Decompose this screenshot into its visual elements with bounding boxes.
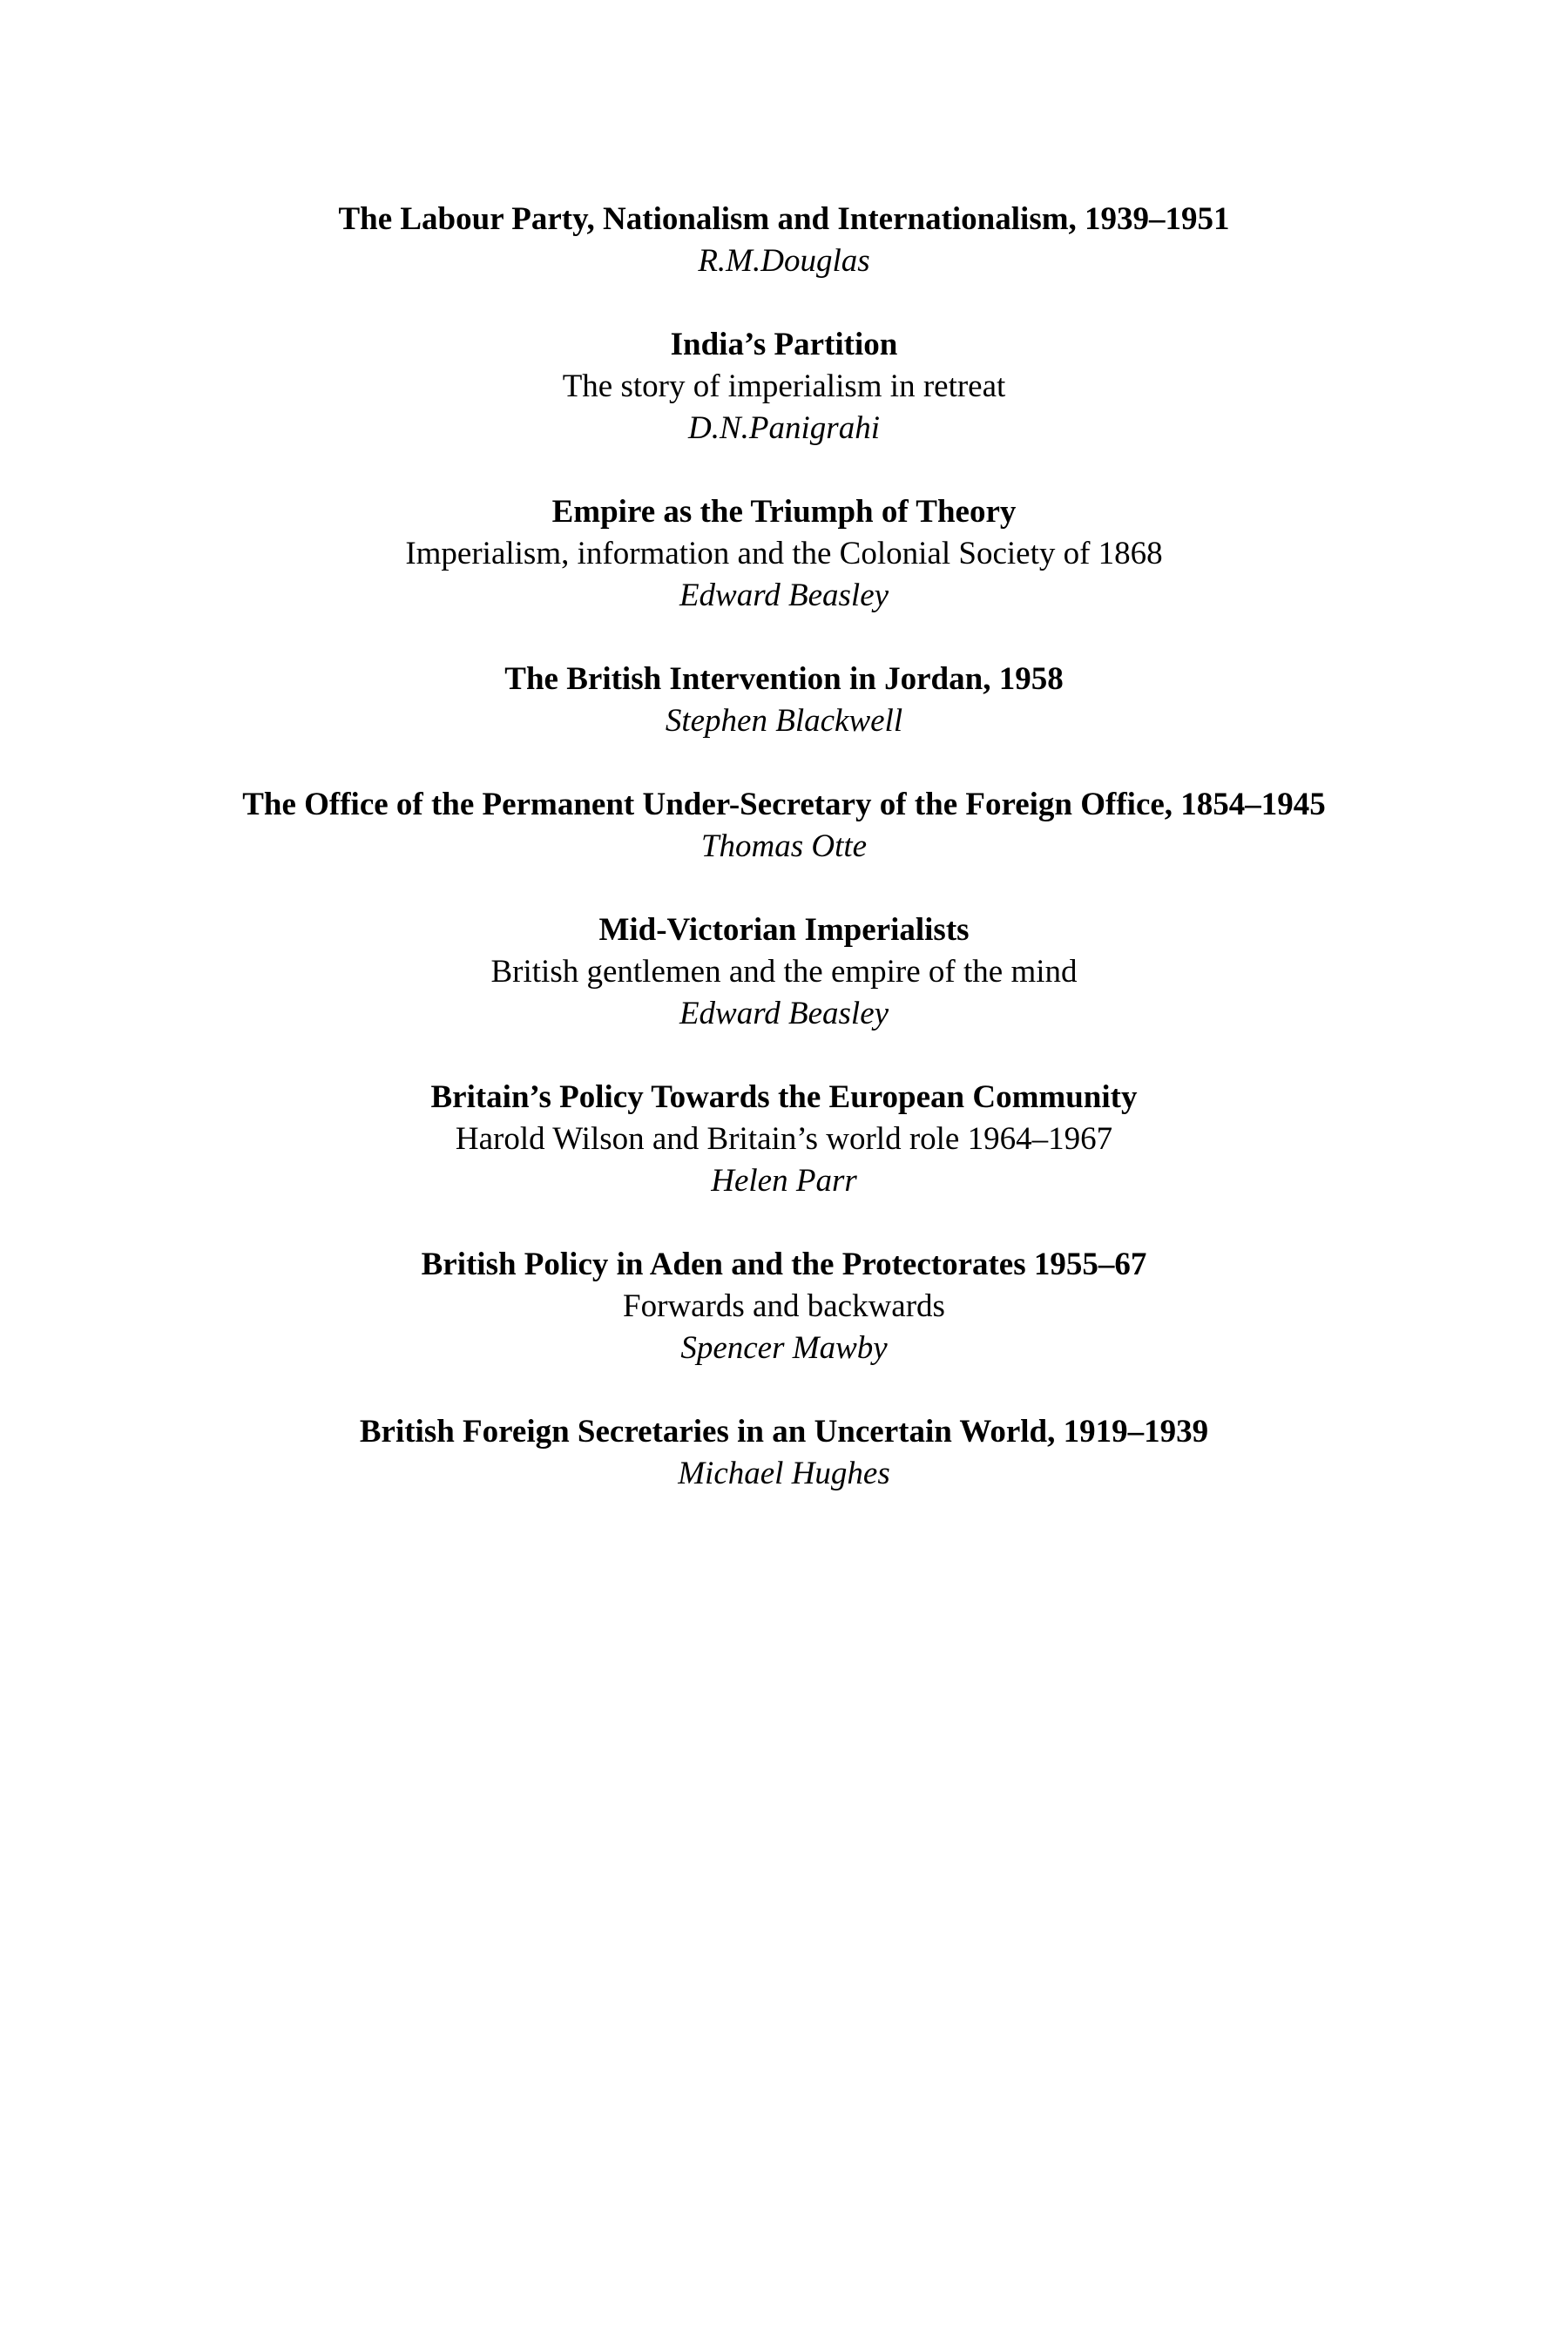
book-subtitle: Imperialism, information and the Colonial Society of 1868	[405, 536, 1163, 571]
book-author: Edward Beasley	[679, 996, 889, 1031]
book-title: Empire as the Triumph of Theory	[551, 494, 1017, 530]
book-subtitle: Forwards and backwards	[623, 1288, 945, 1324]
book-author: Michael Hughes	[678, 1456, 890, 1491]
book-title: Britain’s Policy Towards the European Community	[430, 1079, 1138, 1115]
book-entry	[0, 659, 1568, 742]
book-title: The British Intervention in Jordan, 1958	[504, 661, 1064, 697]
book-author: Thomas Otte	[700, 828, 868, 864]
book-title: British Foreign Secretaries in an Uncertain World, 1919–1939	[359, 1414, 1209, 1450]
book-list	[0, 199, 1568, 1537]
book-entry	[0, 199, 1568, 282]
book-author: Spencer Mawby	[680, 1330, 888, 1366]
book-entry	[0, 909, 1568, 1035]
book-subtitle: Harold Wilson and Britain’s world role 1964–1967	[455, 1121, 1113, 1157]
book-subtitle: The story of imperialism in retreat	[562, 368, 1006, 404]
book-title: British Policy in Aden and the Protectorates 1955–67	[421, 1247, 1147, 1282]
book-author: Edward Beasley	[679, 578, 889, 613]
book-title: The Office of the Permanent Under-Secretary of the Foreign Office, 1854–1945	[242, 787, 1326, 822]
book-entry	[0, 1077, 1568, 1202]
book-subtitle: British gentlemen and the empire of the mind	[490, 954, 1078, 990]
book-entry	[0, 784, 1568, 868]
book-author: Stephen Blackwell	[665, 703, 903, 739]
book-author: R.M.Douglas	[698, 243, 870, 279]
book-title: Mid-Victorian Imperialists	[598, 912, 970, 948]
book-author: Helen Parr	[711, 1163, 857, 1199]
book-author: D.N.Panigrahi	[688, 410, 880, 446]
book-entry	[0, 324, 1568, 449]
book-entry	[0, 1411, 1568, 1495]
book-entry	[0, 491, 1568, 617]
book-title: India’s Partition	[670, 327, 898, 362]
book-title: The Labour Party, Nationalism and Internationalism, 1939–1951	[338, 201, 1230, 237]
book-entry	[0, 1244, 1568, 1369]
